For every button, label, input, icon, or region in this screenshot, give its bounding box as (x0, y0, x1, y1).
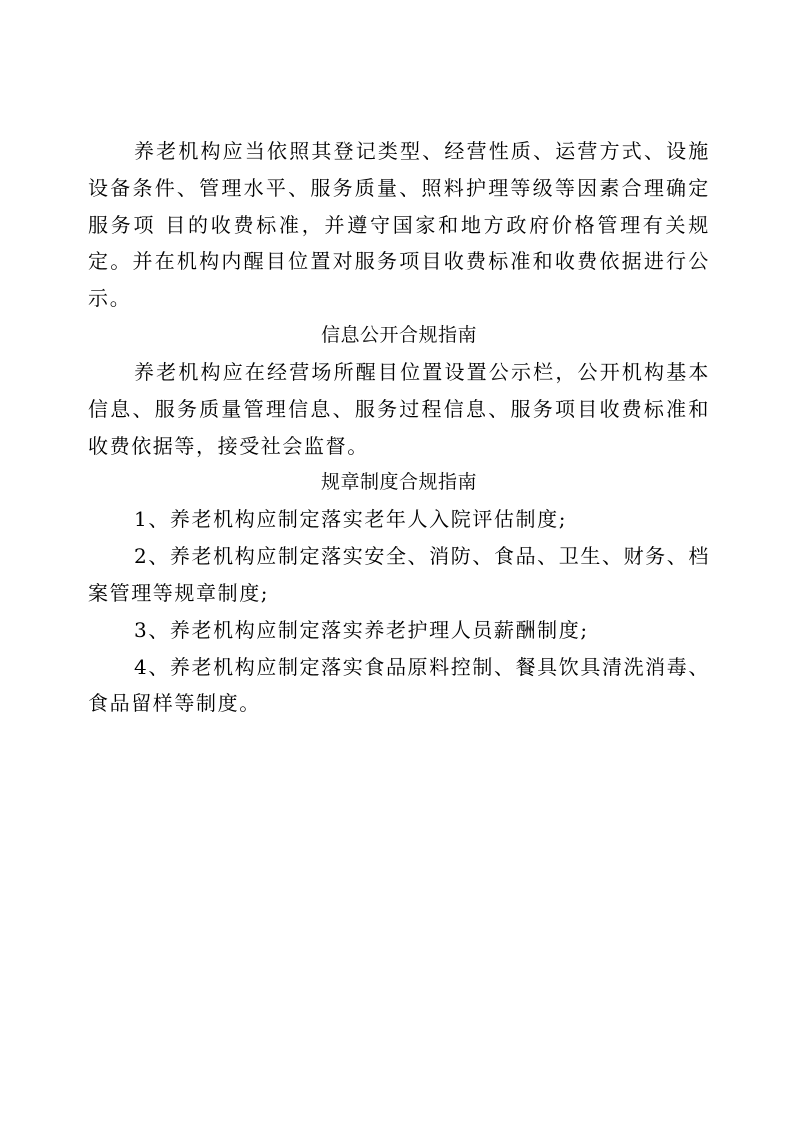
rules-item-3: 3、养老机构应制定落实养老护理人员薪酬制度; (134, 617, 589, 642)
fee-standard-paragraph: 养老机构应当依照其登记类型、经营性质、运营方式、设施设备条件、管理水平、服务质量、照料护理等级等因素合理确定服务项 目的收费标准，并遵守国家和地方政府价格管理有关规定。并在机构内醒目位置对服务项目收费标准和收费依据进行公示。 (88, 139, 710, 311)
rules-item-4: 4、养老机构应制定落实食品原料控制、餐具饮具清洗消毒、食品留样等制度。 (88, 654, 710, 716)
rules-heading: 规章制度合规指南 (320, 471, 477, 494)
rules-item-2: 2、养老机构应制定落实安全、消防、食品、卫生、财务、档案管理等规章制度; (88, 544, 710, 605)
rules-item-1: 1、养老机构应制定落实老年人入院评估制度; (134, 507, 568, 532)
info-disclosure-heading: 信息公开合规指南 (320, 323, 477, 346)
info-disclosure-paragraph: 养老机构应在经营场所醒目位置设置公示栏，公开机构基本信息、服务质量管理信息、服务过程信息、服务项目收费标准和收费依据等，接受社会监督。 (88, 359, 710, 458)
document-body (88, 133, 710, 722)
